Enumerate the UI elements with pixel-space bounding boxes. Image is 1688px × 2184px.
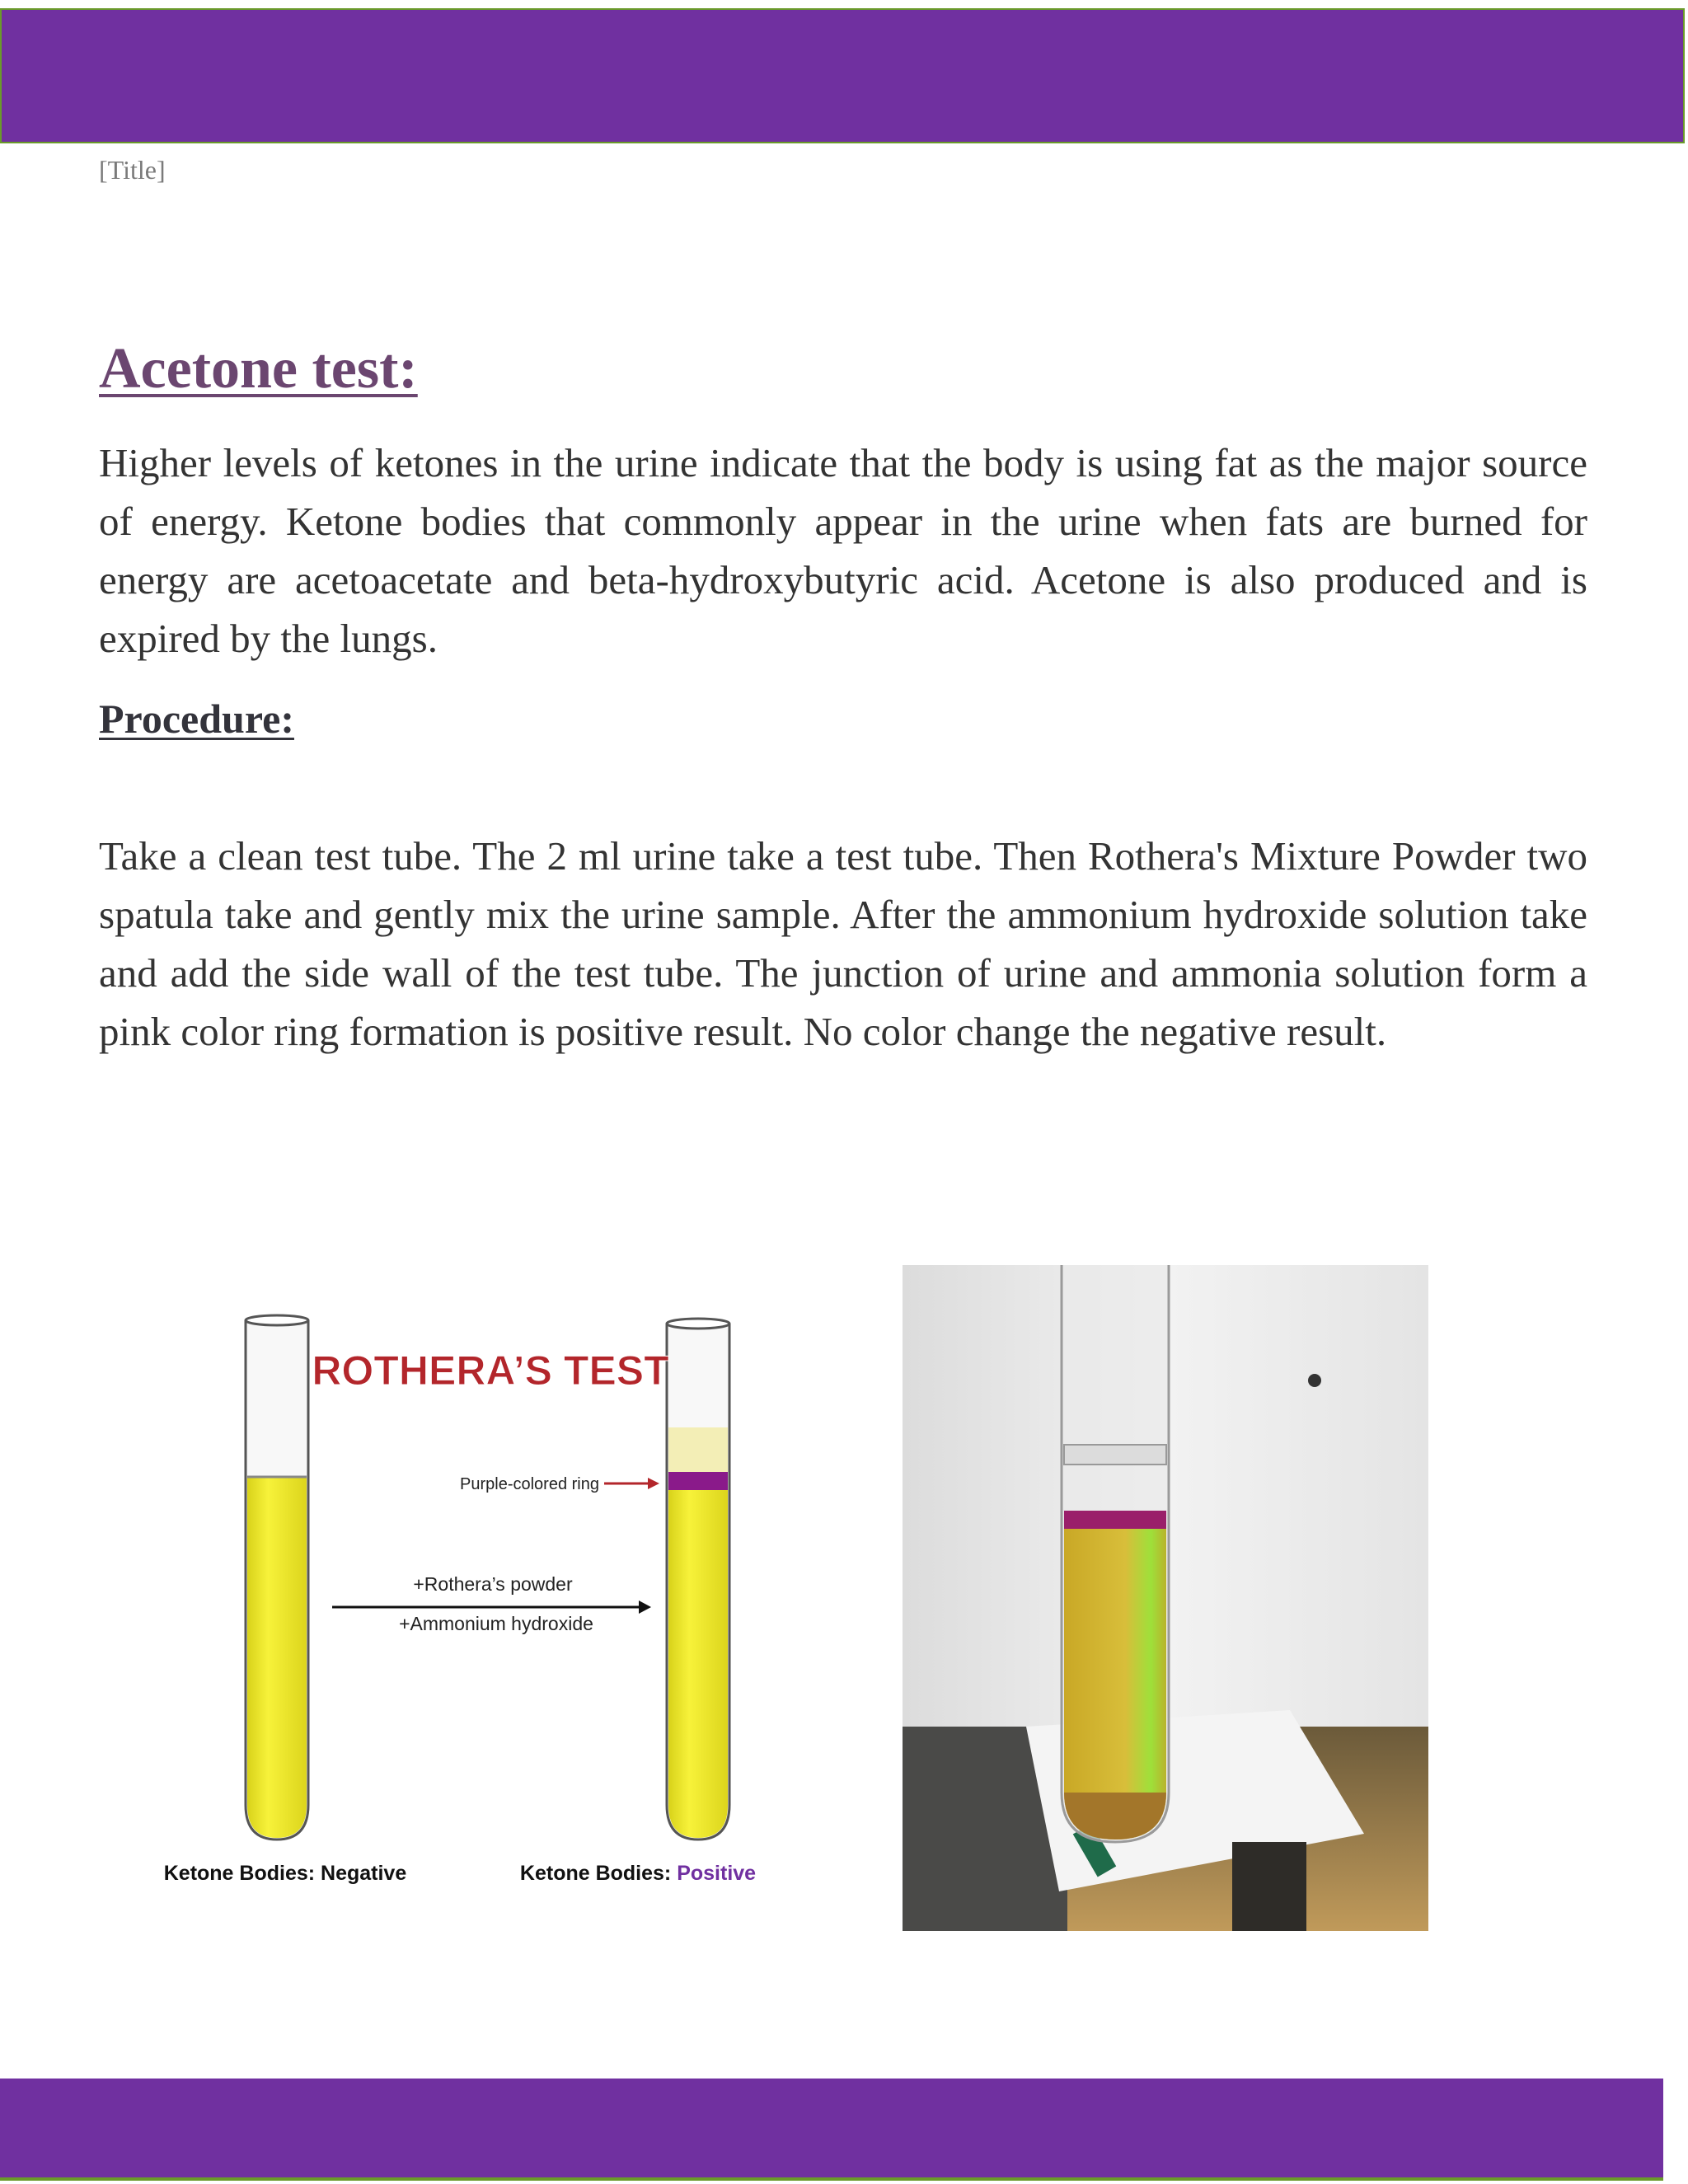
intro-paragraph: Higher levels of ketones in the urine indicate that the body is using fat as the major source of energy. Ketone bodies that commonly appear in the urine when fats are burned for energy are acetoacetate and beta-hydroxybutyric acid. Acetone is also produced and is expired by the lungs. (99, 440, 1587, 661)
procedure-paragraph: Take a clean test tube. The 2 ml urine take a test tube. Then Rothera's Mixture Powder two spatula take and gently mix the urine sample. After the ammonium hydroxide solution take and add the side wall of the test tube. The junction of urine and ammonia solution form a pink color ring formation is positive result. No color change the negative result. (99, 833, 1587, 1054)
footer-band (0, 2079, 1663, 2181)
reagent-arrow (332, 1601, 651, 1614)
reagent-1-label: +Rothera’s powder (413, 1573, 573, 1595)
diagram-title: ROTHERA’S TEST (312, 1347, 669, 1394)
photo-pink-ring (1064, 1511, 1166, 1529)
title-placeholder[interactable]: [Title] (99, 155, 166, 185)
test-tube-photo (903, 1265, 1428, 1931)
procedure-heading: Procedure: (99, 696, 294, 742)
positive-test-tube (667, 1319, 729, 1840)
negative-label: Ketone Bodies: Negative (163, 1862, 407, 1885)
negative-test-tube (246, 1315, 308, 1840)
section-heading: Acetone test: (99, 337, 418, 401)
purple-ring (668, 1472, 728, 1490)
rothera-test-diagram (124, 1269, 849, 1912)
ring-label: Purple-colored ring (460, 1475, 599, 1493)
ring-arrow (604, 1478, 659, 1489)
header-band (0, 8, 1685, 143)
positive-label: Ketone Bodies: Positive (519, 1862, 757, 1885)
reagent-2-label: +Ammonium hydroxide (399, 1613, 593, 1634)
